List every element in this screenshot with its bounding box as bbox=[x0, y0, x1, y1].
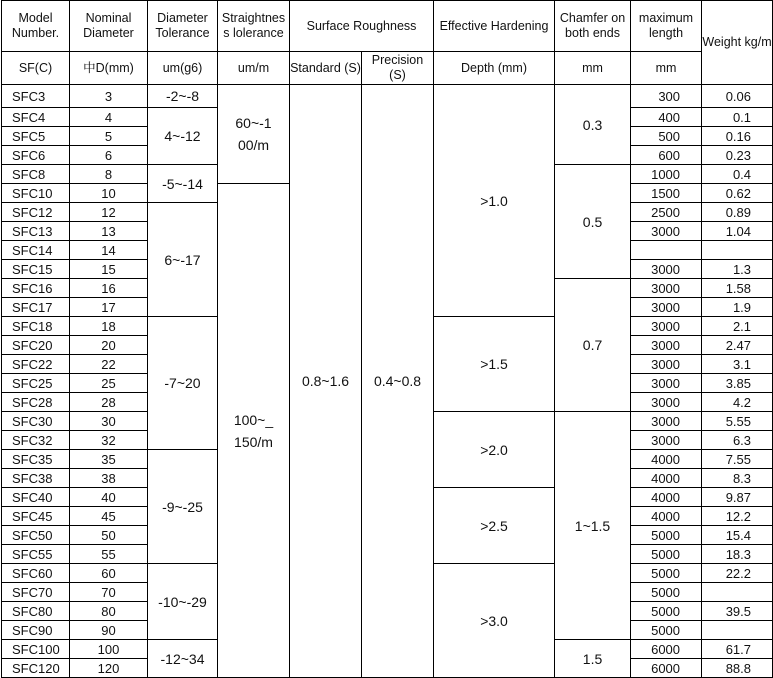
weight-cell: 0.06 bbox=[702, 85, 773, 108]
chamfer-cell: 1.5 bbox=[555, 640, 631, 678]
tolerance-cell: -12~34 bbox=[148, 640, 218, 678]
header-straightness: Straightnes s lolerance bbox=[218, 1, 290, 52]
max-length-cell: 3000 bbox=[631, 279, 702, 298]
header-surface-roughness: Surface Roughness bbox=[290, 1, 434, 52]
max-length-cell: 3000 bbox=[631, 431, 702, 450]
unit-chamfer: mm bbox=[555, 52, 631, 85]
diameter-cell: 60 bbox=[70, 564, 148, 583]
max-length-cell: 400 bbox=[631, 108, 702, 127]
header-model: Model Number. bbox=[2, 1, 70, 52]
model-cell: SFC17 bbox=[2, 298, 70, 317]
weight-cell: 22.2 bbox=[702, 564, 773, 583]
straightness-cell: 100~_150/m bbox=[218, 184, 290, 678]
weight-cell: 39.5 bbox=[702, 602, 773, 621]
weight-cell: 9.87 bbox=[702, 488, 773, 507]
model-cell: SFC4 bbox=[2, 108, 70, 127]
diameter-cell: 12 bbox=[70, 203, 148, 222]
diameter-cell: 45 bbox=[70, 507, 148, 526]
diameter-cell: 100 bbox=[70, 640, 148, 659]
model-cell: SFC50 bbox=[2, 526, 70, 545]
diameter-cell: 50 bbox=[70, 526, 148, 545]
unit-diameter-tolerance: um(g6) bbox=[148, 52, 218, 85]
chamfer-cell: 1~1.5 bbox=[555, 412, 631, 640]
max-length-cell: 4000 bbox=[631, 450, 702, 469]
diameter-cell: 14 bbox=[70, 241, 148, 260]
tolerance-cell: -7~20 bbox=[148, 317, 218, 450]
unit-roughness-standard: Standard (S) bbox=[290, 52, 362, 85]
hardening-cell: >2.5 bbox=[434, 488, 555, 564]
weight-cell: 1.58 bbox=[702, 279, 773, 298]
chamfer-cell: 0.7 bbox=[555, 279, 631, 412]
model-cell: SFC28 bbox=[2, 393, 70, 412]
diameter-cell: 4 bbox=[70, 108, 148, 127]
weight-cell: 6.3 bbox=[702, 431, 773, 450]
tolerance-cell: 6~-17 bbox=[148, 203, 218, 317]
max-length-cell: 3000 bbox=[631, 260, 702, 279]
weight-cell: 1.3 bbox=[702, 260, 773, 279]
model-cell: SFC5 bbox=[2, 127, 70, 146]
diameter-cell: 3 bbox=[70, 85, 148, 108]
hardening-cell: >1.0 bbox=[434, 85, 555, 317]
tolerance-cell: -2~-8 bbox=[148, 85, 218, 108]
header-effective-hardening: Effective Hardening bbox=[434, 1, 555, 52]
max-length-cell: 5000 bbox=[631, 602, 702, 621]
linear-shaft-spec-table bbox=[1, 0, 773, 678]
model-cell: SFC16 bbox=[2, 279, 70, 298]
max-length-cell: 5000 bbox=[631, 526, 702, 545]
model-cell: SFC12 bbox=[2, 203, 70, 222]
diameter-cell: 30 bbox=[70, 412, 148, 431]
diameter-cell: 18 bbox=[70, 317, 148, 336]
max-length-cell: 300 bbox=[631, 85, 702, 108]
tolerance-cell: -10~-29 bbox=[148, 564, 218, 640]
max-length-cell: 3000 bbox=[631, 336, 702, 355]
model-cell: SFC70 bbox=[2, 583, 70, 602]
diameter-cell: 8 bbox=[70, 165, 148, 184]
weight-cell: 1.04 bbox=[702, 222, 773, 241]
diameter-cell: 120 bbox=[70, 659, 148, 678]
max-length-cell: 6000 bbox=[631, 640, 702, 659]
tolerance-cell: 4~-12 bbox=[148, 108, 218, 165]
table-header bbox=[2, 1, 773, 85]
header-weight: Weight kg/m bbox=[702, 1, 773, 85]
header-chamfer: Chamfer on both ends bbox=[555, 1, 631, 52]
weight-cell: 0.62 bbox=[702, 184, 773, 203]
hardening-cell: >3.0 bbox=[434, 564, 555, 678]
straightness-cell: 60~-100/m bbox=[218, 85, 290, 184]
max-length-cell: 500 bbox=[631, 127, 702, 146]
diameter-cell: 17 bbox=[70, 298, 148, 317]
weight-cell: 8.3 bbox=[702, 469, 773, 488]
max-length-cell: 3000 bbox=[631, 355, 702, 374]
model-cell: SFC20 bbox=[2, 336, 70, 355]
diameter-cell: 28 bbox=[70, 393, 148, 412]
max-length-cell: 3000 bbox=[631, 222, 702, 241]
max-length-cell: 600 bbox=[631, 146, 702, 165]
max-length-cell: 6000 bbox=[631, 659, 702, 678]
model-cell: SFC120 bbox=[2, 659, 70, 678]
weight-cell: 2.47 bbox=[702, 336, 773, 355]
diameter-cell: 6 bbox=[70, 146, 148, 165]
max-length-cell: 3000 bbox=[631, 412, 702, 431]
header-diameter-tolerance: Diameter Tolerance bbox=[148, 1, 218, 52]
chamfer-cell: 0.3 bbox=[555, 85, 631, 165]
chamfer-cell: 0.5 bbox=[555, 165, 631, 279]
max-length-cell: 5000 bbox=[631, 621, 702, 640]
max-length-cell: 3000 bbox=[631, 393, 702, 412]
max-length-cell: 4000 bbox=[631, 469, 702, 488]
model-cell: SFC30 bbox=[2, 412, 70, 431]
max-length-cell: 5000 bbox=[631, 545, 702, 564]
table-row bbox=[2, 85, 773, 108]
diameter-cell: 40 bbox=[70, 488, 148, 507]
weight-cell bbox=[702, 583, 773, 602]
model-cell: SFC14 bbox=[2, 241, 70, 260]
model-cell: SFC35 bbox=[2, 450, 70, 469]
weight-cell: 0.16 bbox=[702, 127, 773, 146]
weight-cell: 5.55 bbox=[702, 412, 773, 431]
weight-cell: 1.9 bbox=[702, 298, 773, 317]
weight-cell bbox=[702, 241, 773, 260]
weight-cell: 7.55 bbox=[702, 450, 773, 469]
model-cell: SFC60 bbox=[2, 564, 70, 583]
max-length-cell: 1500 bbox=[631, 184, 702, 203]
max-length-cell: 5000 bbox=[631, 564, 702, 583]
model-cell: SFC38 bbox=[2, 469, 70, 488]
weight-cell: 61.7 bbox=[702, 640, 773, 659]
roughness-precision-cell: 0.4~0.8 bbox=[362, 85, 434, 678]
weight-cell: 3.1 bbox=[702, 355, 773, 374]
model-cell: SFC45 bbox=[2, 507, 70, 526]
max-length-cell bbox=[631, 241, 702, 260]
diameter-cell: 5 bbox=[70, 127, 148, 146]
model-cell: SFC8 bbox=[2, 165, 70, 184]
model-cell: SFC18 bbox=[2, 317, 70, 336]
weight-cell bbox=[702, 621, 773, 640]
weight-cell: 0.23 bbox=[702, 146, 773, 165]
max-length-cell: 3000 bbox=[631, 317, 702, 336]
diameter-cell: 38 bbox=[70, 469, 148, 488]
weight-cell: 15.4 bbox=[702, 526, 773, 545]
max-length-cell: 3000 bbox=[631, 374, 702, 393]
diameter-cell: 32 bbox=[70, 431, 148, 450]
unit-model: SF(C) bbox=[2, 52, 70, 85]
model-cell: SFC25 bbox=[2, 374, 70, 393]
roughness-standard-cell: 0.8~1.6 bbox=[290, 85, 362, 678]
max-length-cell: 3000 bbox=[631, 298, 702, 317]
unit-roughness-precision: Precision (S) bbox=[362, 52, 434, 85]
diameter-cell: 90 bbox=[70, 621, 148, 640]
diameter-cell: 15 bbox=[70, 260, 148, 279]
model-cell: SFC3 bbox=[2, 85, 70, 108]
weight-cell: 0.1 bbox=[702, 108, 773, 127]
diameter-cell: 20 bbox=[70, 336, 148, 355]
max-length-cell: 4000 bbox=[631, 488, 702, 507]
diameter-cell: 35 bbox=[70, 450, 148, 469]
model-cell: SFC90 bbox=[2, 621, 70, 640]
hardening-cell: >2.0 bbox=[434, 412, 555, 488]
max-length-cell: 1000 bbox=[631, 165, 702, 184]
diameter-cell: 22 bbox=[70, 355, 148, 374]
tolerance-cell: -5~-14 bbox=[148, 165, 218, 203]
diameter-cell: 16 bbox=[70, 279, 148, 298]
max-length-cell: 4000 bbox=[631, 507, 702, 526]
diameter-cell: 25 bbox=[70, 374, 148, 393]
weight-cell: 88.8 bbox=[702, 659, 773, 678]
diameter-cell: 55 bbox=[70, 545, 148, 564]
model-cell: SFC100 bbox=[2, 640, 70, 659]
diameter-cell: 70 bbox=[70, 583, 148, 602]
diameter-cell: 10 bbox=[70, 184, 148, 203]
unit-straightness: um/m bbox=[218, 52, 290, 85]
model-cell: SFC40 bbox=[2, 488, 70, 507]
model-cell: SFC6 bbox=[2, 146, 70, 165]
diameter-cell: 80 bbox=[70, 602, 148, 621]
weight-cell: 0.4 bbox=[702, 165, 773, 184]
max-length-cell: 2500 bbox=[631, 203, 702, 222]
model-cell: SFC22 bbox=[2, 355, 70, 374]
weight-cell: 12.2 bbox=[702, 507, 773, 526]
model-cell: SFC55 bbox=[2, 545, 70, 564]
table-body bbox=[2, 85, 773, 678]
weight-cell: 4.2 bbox=[702, 393, 773, 412]
unit-hardening-depth: Depth (mm) bbox=[434, 52, 555, 85]
header-max-length: maximum length bbox=[631, 1, 702, 52]
hardening-cell: >1.5 bbox=[434, 317, 555, 412]
model-cell: SFC15 bbox=[2, 260, 70, 279]
unit-nominal-diameter: 中D(mm) bbox=[70, 52, 148, 85]
weight-cell: 3.85 bbox=[702, 374, 773, 393]
max-length-cell: 5000 bbox=[631, 583, 702, 602]
weight-cell: 0.89 bbox=[702, 203, 773, 222]
model-cell: SFC13 bbox=[2, 222, 70, 241]
weight-cell: 18.3 bbox=[702, 545, 773, 564]
unit-max-length: mm bbox=[631, 52, 702, 85]
weight-cell: 2.1 bbox=[702, 317, 773, 336]
model-cell: SFC80 bbox=[2, 602, 70, 621]
tolerance-cell: -9~-25 bbox=[148, 450, 218, 564]
diameter-cell: 13 bbox=[70, 222, 148, 241]
header-nominal-diameter: Nominal Diameter bbox=[70, 1, 148, 52]
model-cell: SFC10 bbox=[2, 184, 70, 203]
model-cell: SFC32 bbox=[2, 431, 70, 450]
